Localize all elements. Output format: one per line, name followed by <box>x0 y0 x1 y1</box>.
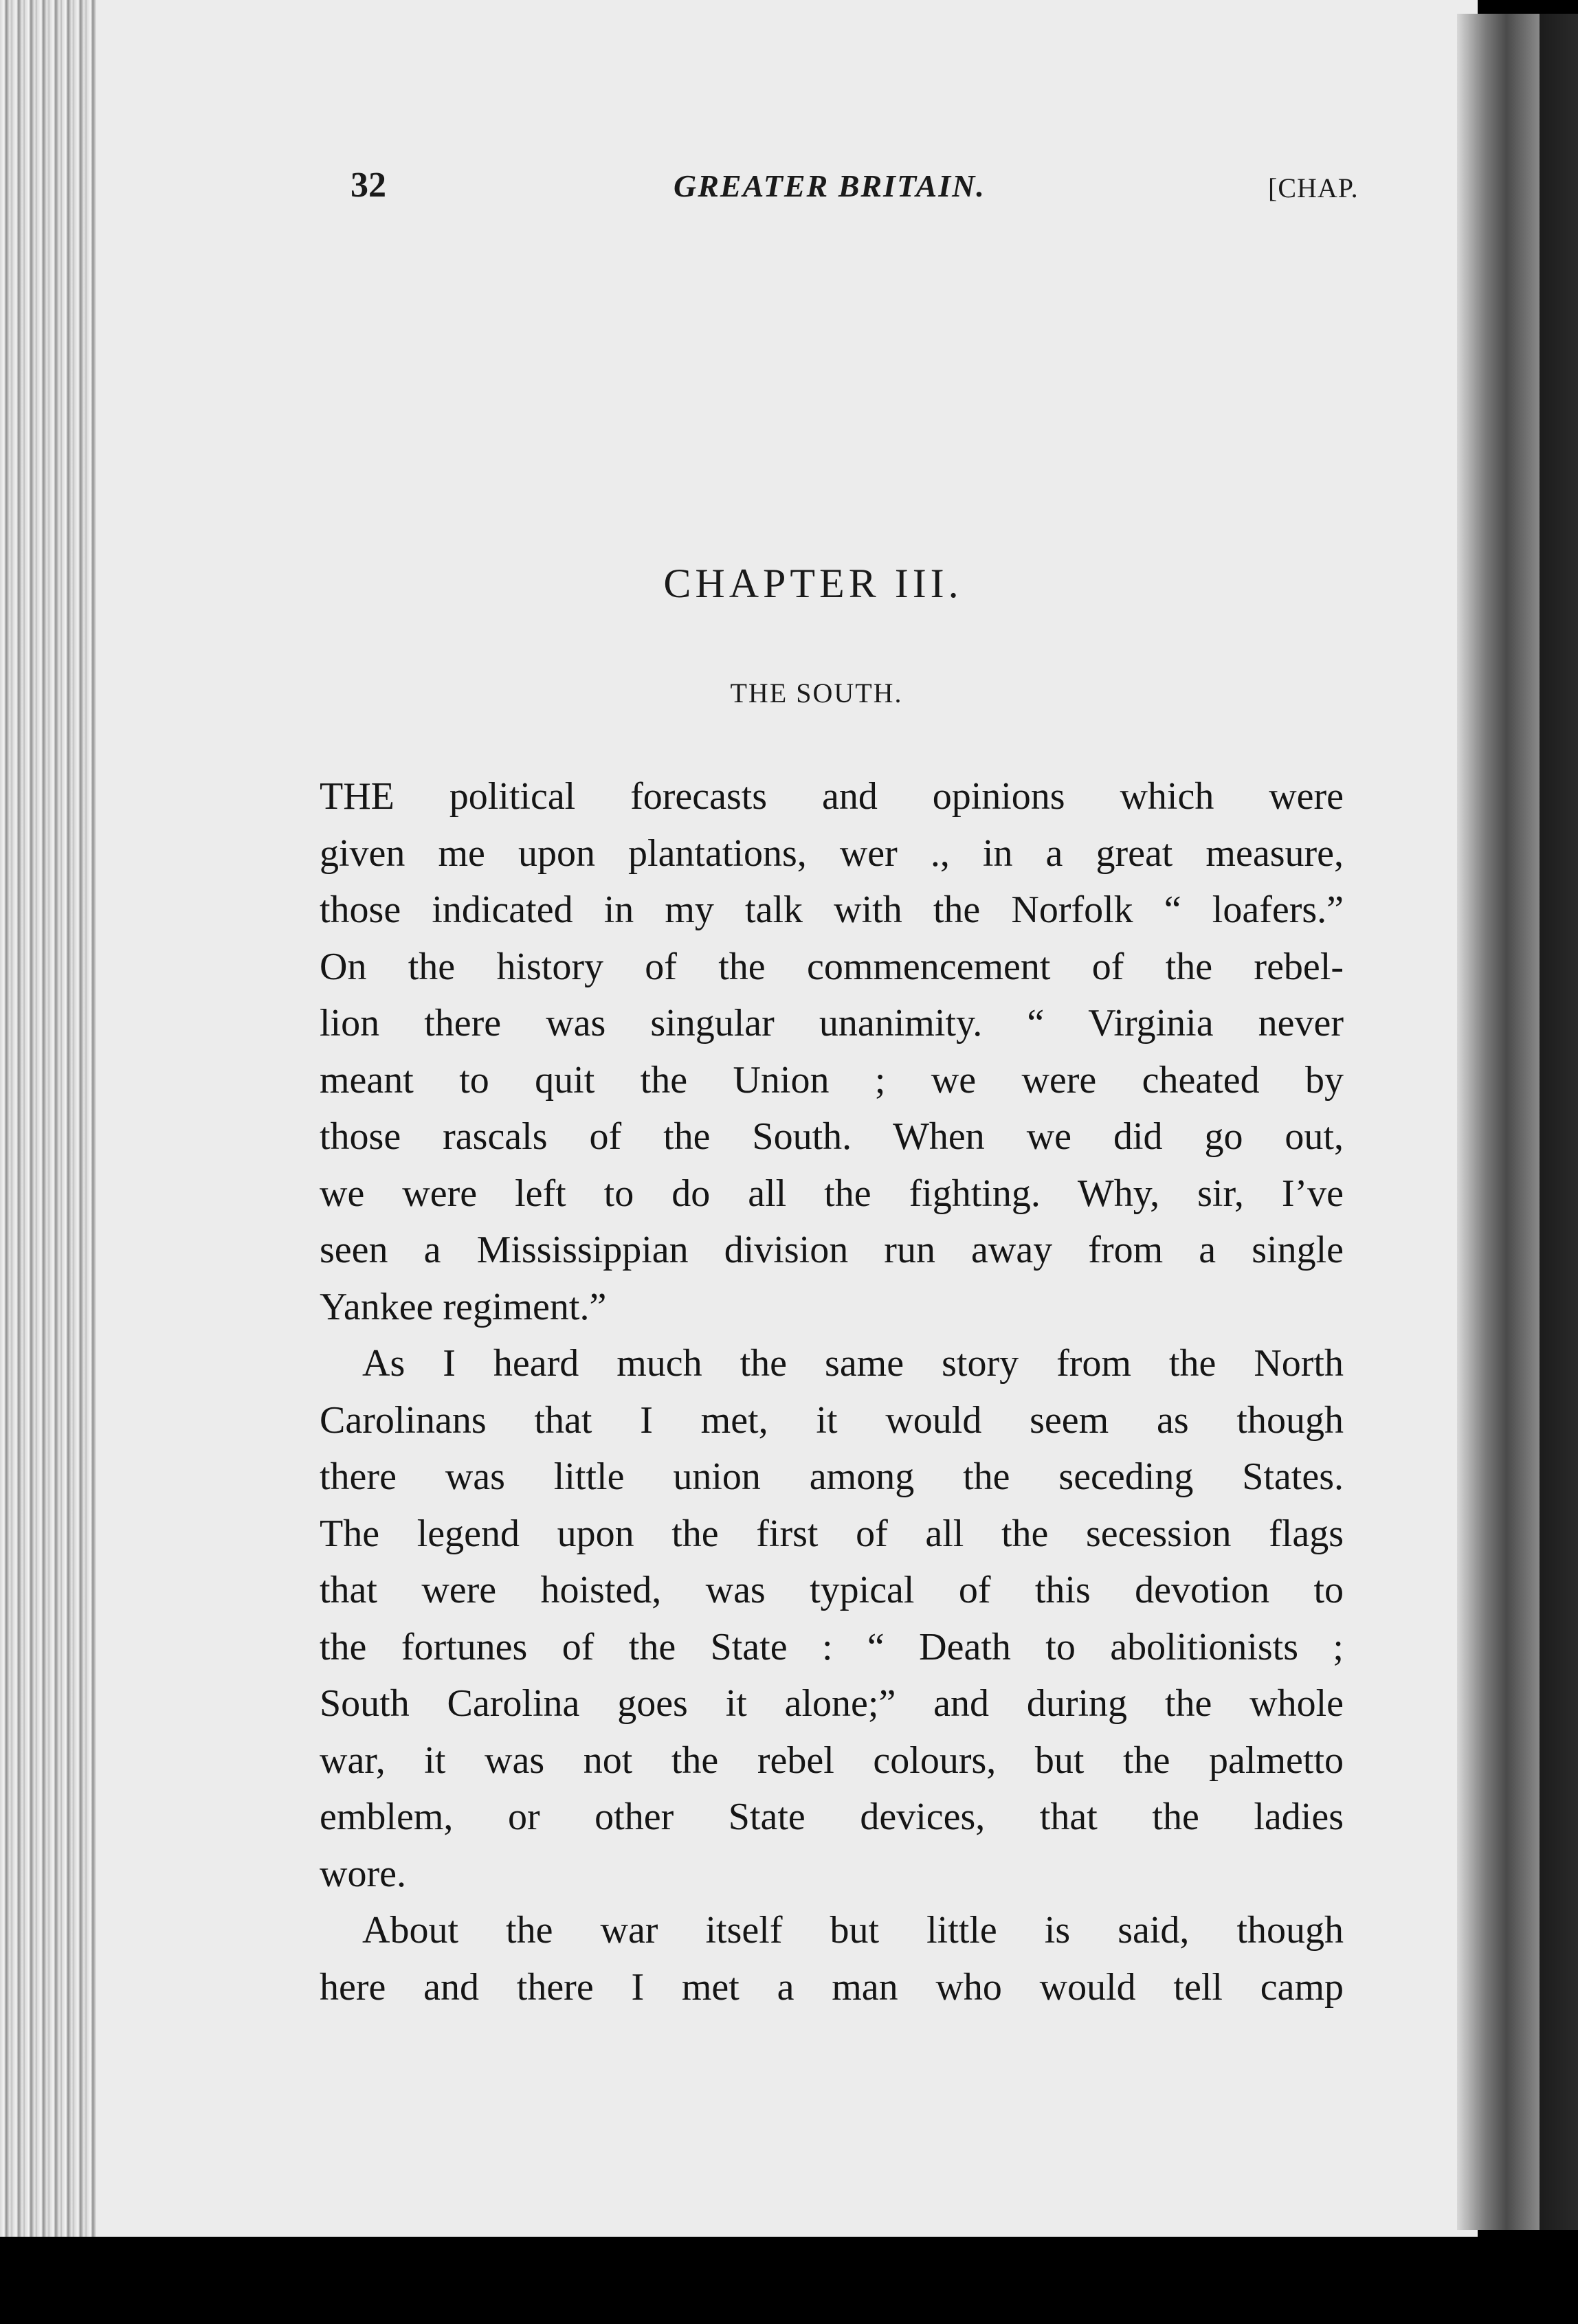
text-line: THE political forecasts and opinions which were <box>320 775 1344 818</box>
text-line: South Carolina goes it alone;” and during the whole <box>320 1682 1344 1725</box>
running-chapter: [CHAP. <box>1268 172 1359 203</box>
text-line: wore. <box>320 1852 406 1895</box>
scan-border <box>0 2237 1578 2324</box>
text-line: those indicated in my talk with the Norfolk “ loafers.” <box>320 889 1344 931</box>
text-line: emblem, or other State devices, that the ladies <box>320 1796 1344 1838</box>
text-line: those rascals of the South. When we did go out, <box>320 1115 1344 1158</box>
text-line: About the war itself but little is said, though <box>362 1909 1344 1952</box>
section-title: THE SOUTH. <box>730 678 903 708</box>
paragraph <box>320 1902 1344 2015</box>
text-line: seen a Mississippian division run away from a single <box>320 1229 1344 1271</box>
paragraph <box>320 768 1344 1335</box>
text-line: Yankee regiment.” <box>320 1285 607 1328</box>
text-line: given me upon plantations, wer ., in a great measure, <box>320 831 1344 875</box>
body-text <box>320 768 1344 2015</box>
text-line: we were left to do all the fighting. Why, sir, I’ve <box>320 1172 1344 1215</box>
running-title: GREATER BRITAIN. <box>674 168 986 203</box>
running-header <box>0 165 1578 220</box>
text-line: that were hoisted, was typical of this devotion to <box>320 1569 1344 1611</box>
page-edges <box>0 0 103 2237</box>
text-line: lion there was singular unanimity. “ Virginia never <box>320 1002 1344 1044</box>
gutter-shadow <box>1457 14 1540 2230</box>
text-line: meant to quit the Union ; we were cheated by <box>320 1058 1344 1102</box>
binding-edge <box>1540 14 1578 2230</box>
text-line: war, it was not the rebel colours, but the palmetto <box>320 1739 1344 1782</box>
text-line: As I heard much the same story from the North <box>362 1342 1344 1385</box>
text-line: here and there I met a man who would tell camp <box>320 1965 1344 2009</box>
page-number: 32 <box>351 166 386 205</box>
chapter-title: CHAPTER III. <box>663 561 963 606</box>
text-line: the fortunes of the State : “ Death to abolitionists ; <box>320 1625 1344 1668</box>
text-line: The legend upon the first of all the secession flags <box>320 1512 1344 1555</box>
paragraph <box>320 1335 1344 1902</box>
text-line: there was little union among the seceding States. <box>320 1455 1344 1498</box>
text-line: On the history of the commencement of the rebel- <box>320 945 1344 988</box>
text-line: Carolinans that I met, it would seem as though <box>320 1398 1344 1442</box>
